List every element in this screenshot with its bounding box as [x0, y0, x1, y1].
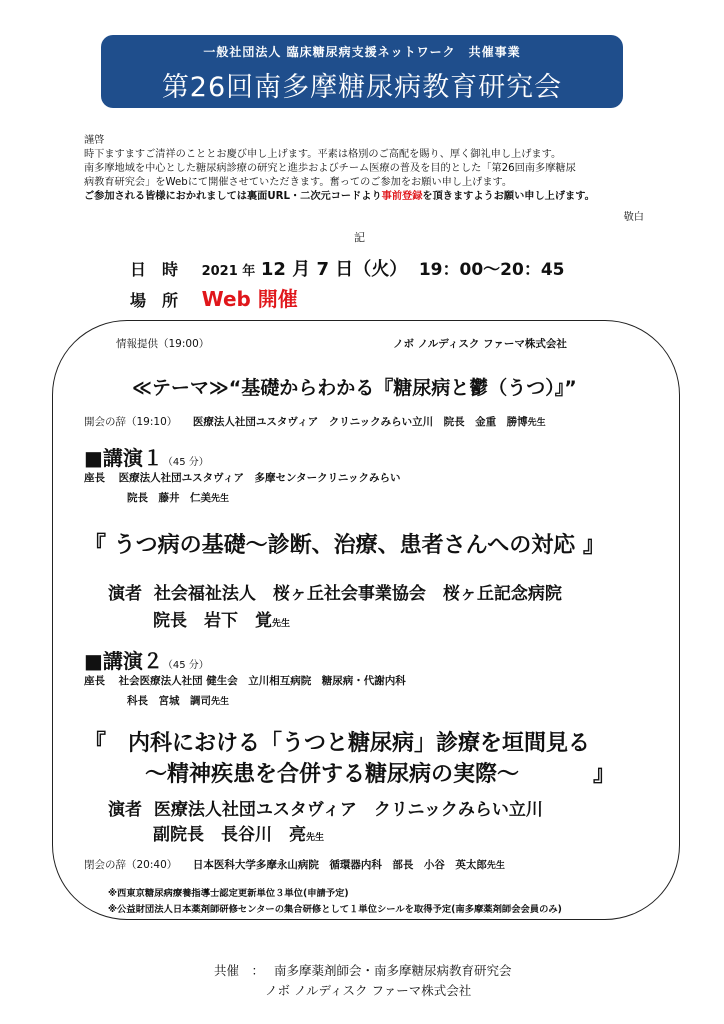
letter-line-4-post: を頂きますようお願い申し上げます。 [422, 191, 595, 202]
lecture-1-speaker-name: 院長 岩下 覚 [153, 611, 272, 631]
info-provision-label: 情報提供（19:00） [116, 338, 210, 350]
lecture-1-chair-name-row [127, 490, 229, 505]
header-banner [101, 35, 623, 108]
lecture-2-title-close: 』 [593, 762, 616, 787]
lecture-1-duration: （45 分） [162, 457, 209, 468]
date-label: 日 時 [130, 260, 179, 279]
sensei-suffix: 先生 [486, 861, 505, 871]
opening-remarks-label: 開会の辞（19:10） [84, 416, 178, 428]
closing-remarks-label: 閉会の辞（20:40） [84, 859, 178, 871]
cohost-row [214, 961, 512, 979]
lecture-2-speaker-row [108, 795, 543, 820]
lecture-2-chair-name: 科長 宮城 調司 [127, 695, 211, 707]
lecture-1-title: 『 うつ病の基礎〜診断、治療、患者さんへの対応 』 [84, 533, 605, 558]
lecture-2-title-line-1: 『 内科における「うつと糖尿病」診療を垣間見る [84, 731, 591, 756]
cohost-label: 共催 ： [214, 963, 265, 978]
lecture-1-speaker-label: 演者 [108, 584, 142, 604]
lecture-1-speaker-row [108, 579, 562, 604]
lecture-2-chair-name-row [127, 693, 229, 708]
lecture-2-speaker-label: 演者 [108, 800, 142, 820]
lecture-1-speaker-name-row [153, 606, 290, 631]
lecture-1-chair-label: 座長 [84, 472, 105, 484]
info-provision-company: ノボ ノルディスク ファーマ株式会社 [393, 338, 567, 350]
letter-line-2: 南多摩地域を中心とした糖尿病診療の研究と進歩およびチーム医療の普及を目的とした「第26回南多摩糖尿 [84, 163, 576, 174]
date-year: 2021 年 [201, 264, 256, 279]
lecture-2-chair-label: 座長 [84, 675, 105, 687]
opening-remarks-row [84, 414, 546, 429]
letter-closing: 敬白 [623, 212, 644, 223]
lecture-1-chair-row [84, 470, 400, 485]
lecture-1-chair-name: 院長 藤井 仁美 [127, 492, 211, 504]
letter-line-4 [84, 190, 595, 204]
program-theme: ≪テーマ≫“基礎からわかる『糖尿病と鬱（うつ）』” [132, 377, 577, 399]
letter-opening: 謹啓 [84, 135, 105, 146]
lecture-1-label: ■講演１ [84, 446, 163, 470]
date-time: 19：00〜20：45 [418, 260, 565, 280]
sensei-suffix: 先生 [272, 619, 291, 629]
sensei-suffix: 先生 [211, 494, 230, 504]
note-credit-units: ※西東京糖尿病療養指導士認定更新単位３単位(申請予定) [108, 888, 349, 899]
ki-mark: 記 [354, 231, 365, 244]
page-title: 第26回南多摩糖尿病教育研究会 [161, 72, 563, 103]
lecture-2-header [84, 645, 209, 674]
pre-registration-highlight: 事前登録 [381, 191, 423, 202]
lecture-2-chair-row [84, 673, 406, 688]
lecture-2-speaker-name-row [153, 820, 324, 845]
cohost-line-2: ノボ ノルディスク ファーマ株式会社 [265, 983, 472, 998]
letter-line-3: 病教育研究会」をWebにて開催させていただきます。奮ってのご参加をお願い申し上げます。 [84, 177, 513, 188]
lecture-2-speaker-name: 副院長 長谷川 亮 [153, 825, 306, 845]
lecture-2-duration: （45 分） [162, 660, 209, 671]
closing-remarks-row [84, 857, 505, 872]
date-row [130, 255, 564, 281]
sensei-suffix: 先生 [527, 418, 546, 428]
note-pharmacist-seal: ※公益財団法人日本薬剤師研修センターの集合研修として１単位シールを取得予定(南多摩薬剤師会会員のみ) [108, 904, 562, 915]
date-month-day: 12 月 7 日（火） [260, 259, 408, 280]
opening-remarks-person: 医療法人社団ユスタヴィア クリニックみらい立川 院長 金重 勝博 [192, 416, 528, 428]
lecture-2-chair-affiliation: 社会医療法人社団 健生会 立川相互病院 糖尿病・代謝内科 [118, 675, 406, 687]
letter-line-1: 時下ますますご清祥のこととお慶び申し上げます。平素は格別のご高配を賜り、厚く御礼申し上げます。 [84, 149, 562, 160]
sensei-suffix: 先生 [211, 697, 230, 707]
venue-row [130, 283, 298, 312]
lecture-1-header [84, 442, 209, 471]
lecture-2-speaker-affiliation: 医療法人社団ユスタヴィア クリニックみらい立川 [153, 800, 543, 820]
lecture-1-speaker-affiliation: 社会福祉法人 桜ヶ丘社会事業協会 桜ヶ丘記念病院 [153, 584, 562, 604]
letter-line-4-pre: ご参加される皆様におかれましては裏面URL・二次元コードより [84, 191, 382, 202]
cohost-line-1: 南多摩薬剤師会・南多摩糖尿病教育研究会 [274, 963, 512, 978]
sensei-suffix: 先生 [306, 833, 325, 843]
venue-label: 場 所 [130, 291, 179, 310]
lecture-2-label: ■講演２ [84, 649, 163, 673]
lecture-2-title-line-2: 〜精神疾患を合併する糖尿病の実際〜 [145, 762, 520, 787]
lecture-1-chair-affiliation: 医療法人社団ユスタヴィア 多摩センタークリニックみらい [118, 472, 401, 484]
program-box [52, 320, 680, 920]
header-subtitle: 一般社団法人 臨床糖尿病支援ネットワーク 共催事業 [203, 45, 521, 59]
venue-value: Web 開催 [201, 287, 298, 311]
closing-remarks-person: 日本医科大学多摩永山病院 循環器内科 部長 小谷 英太郎 [192, 859, 487, 871]
